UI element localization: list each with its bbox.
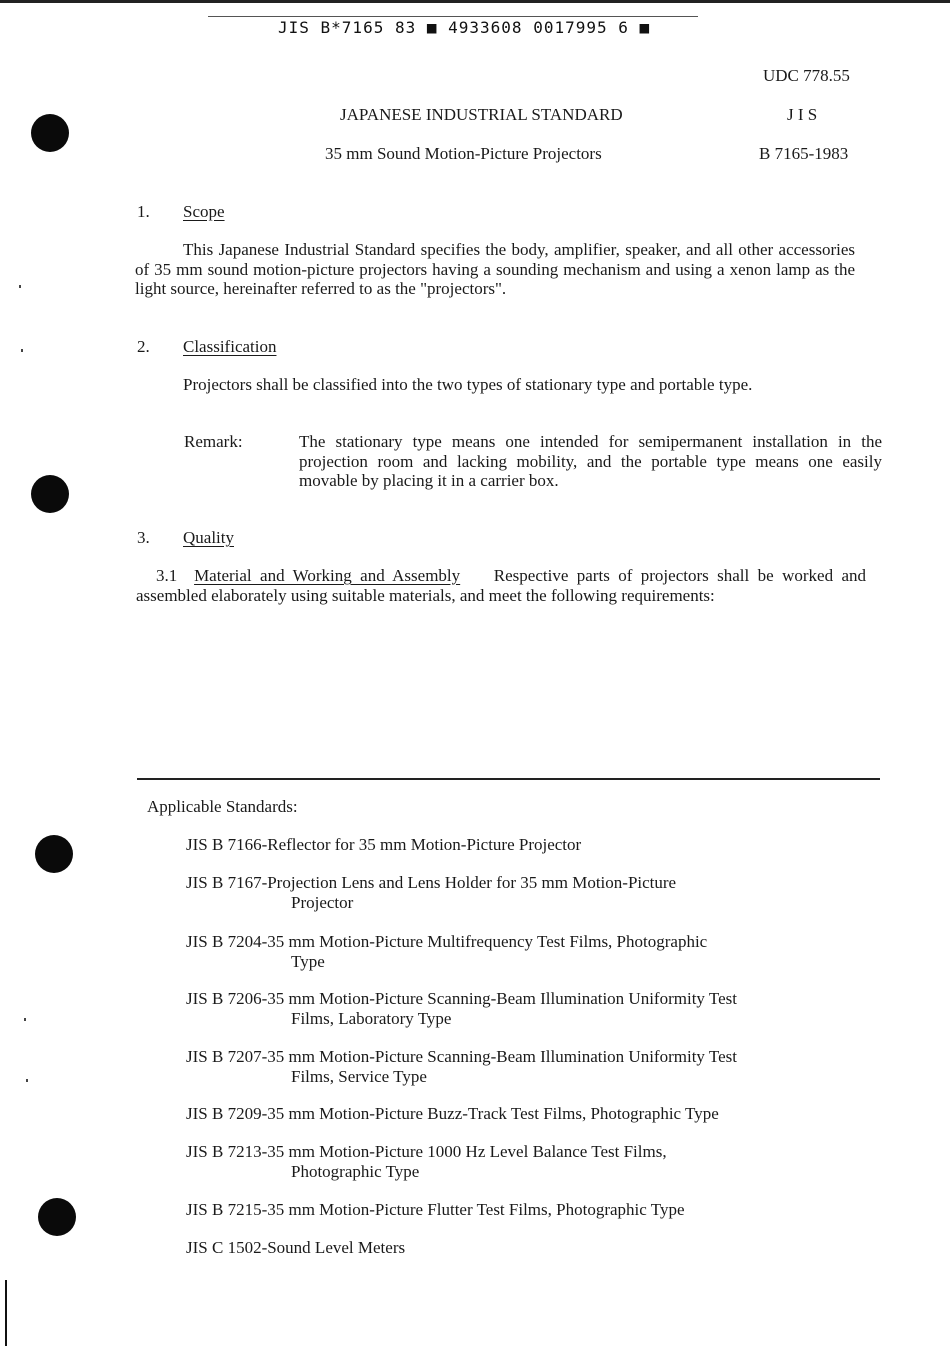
scan-speck [26,1079,28,1082]
punch-hole [31,475,69,513]
jis-mark: J I S [787,105,818,124]
scan-speck [24,1018,26,1021]
standard-reference: JIS C 1502-Sound Level Meters [186,1238,406,1257]
header-rule [208,16,698,17]
standard-number: B 7165-1983 [759,144,849,163]
udc-number: UDC 778.55 [763,66,850,85]
scope-text: This Japanese Industrial Standard specifies the body, amplifier, speaker, and all other accessories of 35 mm sound motion-picture projectors having a sounding mechanism and using a xenon lamp as the light source, hereinafter referred to as the "projectors". [135,240,855,299]
punch-hole [31,114,69,152]
section-heading-quality [137,528,537,550]
remark-label: Remark: [184,432,243,451]
section-number: 2. [137,337,150,356]
subsection-number: 3.1 [156,566,178,585]
punch-hole [35,835,73,873]
scope-paragraph [135,240,855,299]
applicable-standards-heading: Applicable Standards: [147,797,298,816]
subsection-title: Material and Working and Assembly [194,566,461,585]
section-heading-classification [137,337,537,359]
section-divider [137,778,880,780]
scan-speck [21,349,23,352]
scan-speck [19,285,21,288]
page-title: 35 mm Sound Motion-Picture Projectors [325,144,602,163]
section-number: 1. [137,202,150,221]
punch-hole [38,1198,76,1236]
classification-text: Projectors shall be classified into the two types of stationary type and portable type. [183,375,753,394]
standard-reference: JIS B 7209-35 mm Motion-Picture Buzz-Track Test Films, Photographic Type [186,1104,719,1123]
subsection-3-1 [136,566,866,605]
standard-organization: JAPANESE INDUSTRIAL STANDARD [340,105,623,124]
section-number: 3. [137,528,150,547]
section-title: Scope [183,202,225,221]
section-title: Classification [183,337,277,356]
section-title: Quality [183,528,234,547]
classification-paragraph [135,375,816,395]
standard-reference: JIS B 7166-Reflector for 35 mm Motion-Picture Projector [186,835,582,854]
standard-reference: JIS B 7206-35 mm Motion-Picture Scanning-Beam Illumination Uniformity Test Films, Laboratory Type [186,989,737,1028]
standard-reference: JIS B 7215-35 mm Motion-Picture Flutter Test Films, Photographic Type [186,1200,685,1219]
remark-text: The stationary type means one intended for semipermanent installation in the projection room and lacking mobility, and the portable type means one easily movable by placing it in a carrier box. [299,432,882,491]
margin-mark [5,1280,7,1346]
top-border-line [0,0,950,3]
standard-reference: JIS B 7207-35 mm Motion-Picture Scanning-Beam Illumination Uniformity Test Films, Service Type [186,1047,737,1086]
subsection-text: Respective parts of projectors shall be worked and assembled elaborately using suitable materials, and meet the following requirements: [136,566,867,605]
standard-reference: JIS B 7204-35 mm Motion-Picture Multifrequency Test Films, Photographic Type [186,932,708,971]
standard-reference: JIS B 7167-Projection Lens and Lens Holder for 35 mm Motion-Picture Projector [186,873,677,912]
standard-reference: JIS B 7213-35 mm Motion-Picture 1000 Hz Level Balance Test Films, Photographic Type [186,1142,667,1181]
document-code-line: JIS B*7165 83 ■ 4933608 0017995 6 ■ [278,18,651,37]
section-heading-scope [137,202,537,224]
